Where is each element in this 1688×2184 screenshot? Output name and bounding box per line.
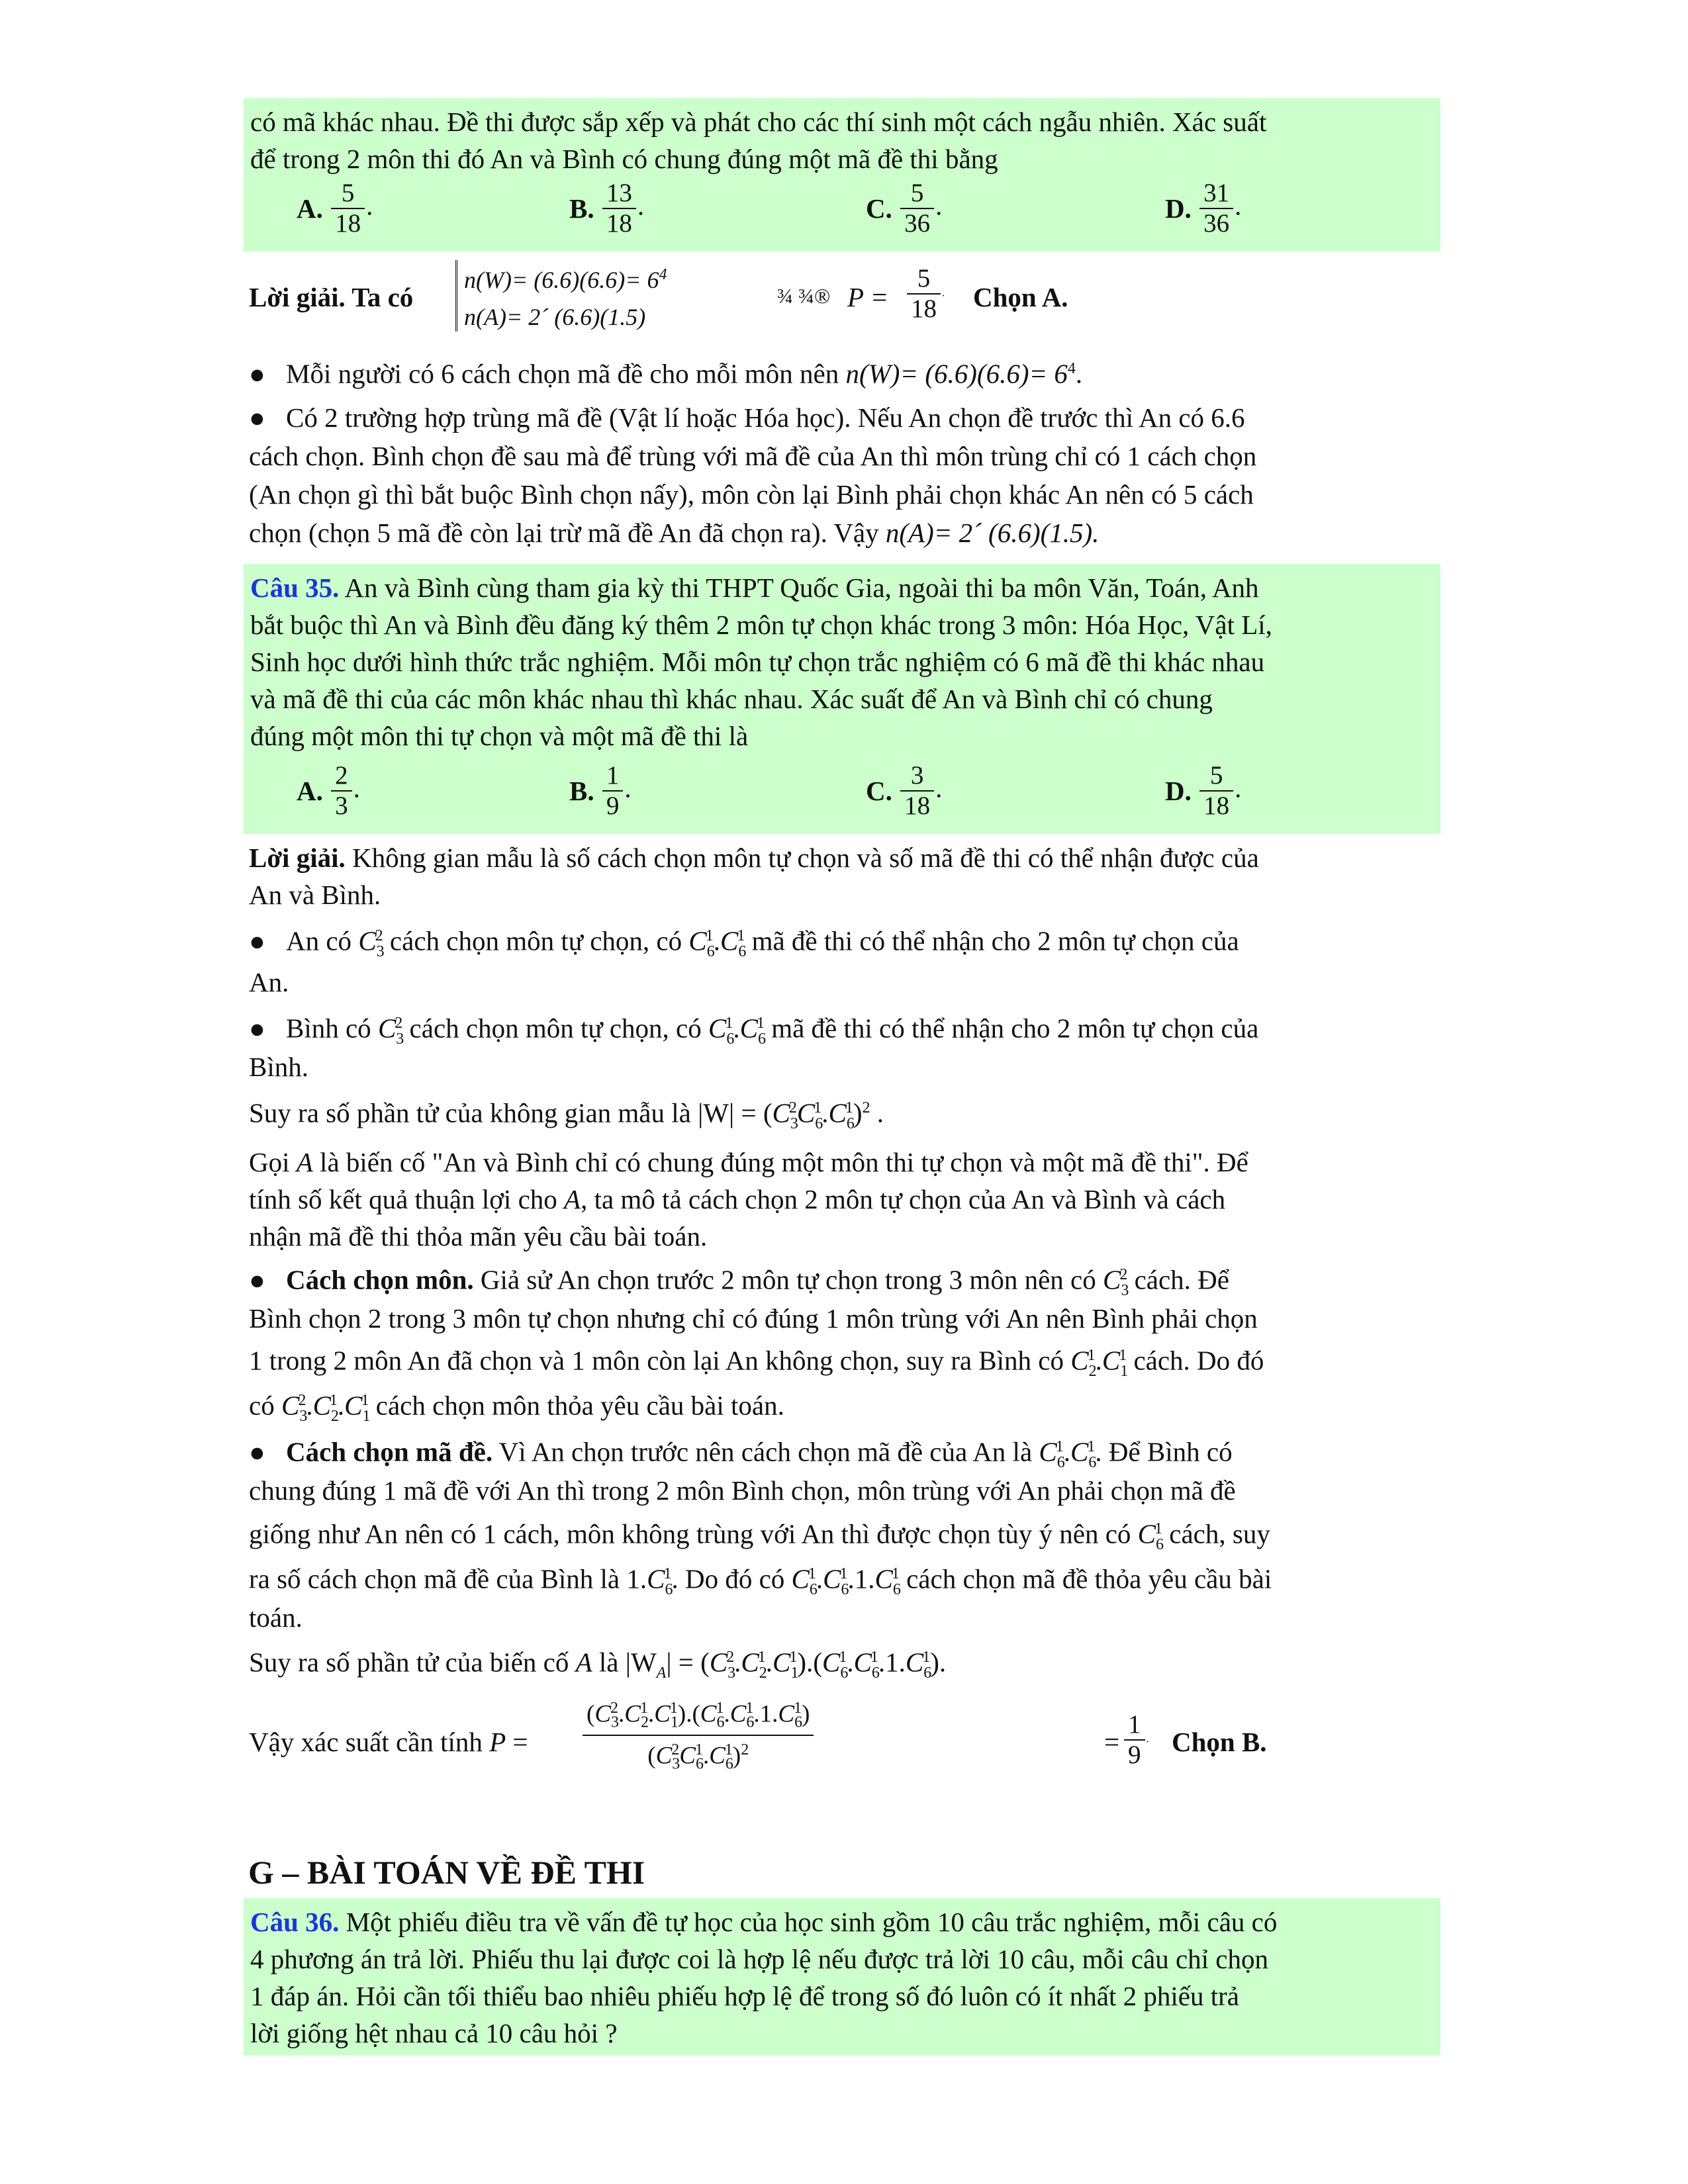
q35-line-5: đúng một môn thi tự chọn và một mã đề thi là [250,721,749,751]
sol34-line-4: (An chọn gì thì bắt buộc Bình chọn nấy), môn còn lại Bình phải chọn khác An nên có 5 cách [249,479,1254,510]
q35-line-3: Sinh học dưới hình thức trắc nghiệm. Mỗi môn tự chọn trắc nghiệm có 6 mã đề thi khác nhau [250,647,1265,677]
q35-line-4: và mã đề thi của các môn khác nhau thì khác nhau. Xác suất để An và Bình chỉ có chung [250,684,1213,714]
q34-option-a: A. $\frac{5}{18}$ . [297,179,373,238]
q34-line-1: có mã khác nhau. Đề thi được sắp xếp và phát cho các thí sinh một cách ngẫu nhiên. Xác suất [250,107,1267,137]
q34-option-d: D. $\frac{31}{36}$ . [1165,179,1242,238]
q35-line-2: bắt buộc thì An và Bình đều đăng ký thêm 2 môn tự chọn khác trong 3 môn: Hóa Học, Vật Lí, [250,610,1272,640]
q35-option-d: D. $\frac{5}{18}$ . [1165,761,1242,820]
sol35-code-choice: ● Cách chọn mã đề. Vì An chọn trước nên cách chọn mã đề của An là $C_6^1.C_6^1$. Để Bình có [249,1436,1233,1471]
q34-option-c: C. $\frac{5}{36}$ . [866,179,943,238]
sol34-line-5: chọn (chọn 5 mã đề còn lại trừ mã đề An đã chọn ra). Vậy n(A)= 2´ (6.6)(1.5). [249,518,1100,548]
sol34-choose: Chọn A. [973,282,1068,312]
question-36-box [244,1898,1440,2056]
sol34-bullet-2: ● Có 2 trường hợp trùng mã đề (Vật lí hoặc Hóa học). Nếu An chọn đề trước thì An có 6.6 [249,402,1245,433]
sol35-line-1: Lời giải. Không gian mẫu là số cách chọn môn tự chọn và số mã đề thi có thể nhận được của [249,842,1259,873]
sol35-line-9: tính số kết quả thuận lợi cho A, ta mô tả cách chọn 2 môn tự chọn của An và Bình và cách [249,1184,1226,1214]
sol35-sample-space: Suy ra số phần tử của không gian mẫu là $|W| = (C_3^2C_6^1.C_6^1)^2$ . [249,1097,884,1132]
q35-line-1: Câu 35. An và Bình cùng tham gia kỳ thi THPT Quốc Gia, ngoài thi ba môn Văn, Toán, Anh [250,572,1259,603]
sol35-line-13: 1 trong 2 môn An đã chọn và 1 môn còn lại An không chọn, suy ra Bình có $C_2^1.C_1^1$ cách. Do đó [249,1345,1264,1380]
solution-35 [244,839,1440,1819]
sol35-line-2: An và Bình. [249,880,381,910]
q36-line-2: 4 phương án trả lời. Phiếu thu lại được coi là hợp lệ nếu được trả lời 10 câu, mỗi câu chỉ chọn [250,1944,1268,1974]
sol34-lead: Lời giải. Ta có [249,282,414,312]
sol35-result-fraction: $\frac{1}{9}$ . [1123,1710,1149,1770]
sol35-line-6: Bình. [249,1052,308,1082]
q36-line-3: 1 đáp án. Hỏi cần tối thiểu bao nhiêu phiếu hợp lệ để trong số đó luôn có ít nhất 2 phiếu trả [250,1981,1239,2011]
sol34-line-3: cách chọn. Bình chọn đề sau mà để trùng với mã đề của An thì môn trùng chỉ có 1 cách chọn [249,441,1257,471]
sol35-line-18: ra số cách chọn mã đề của Bình là $1.C_6^1$. Do đó có $C_6^1.C_6^1.1.C_6^1$ cách chọn mã đề thỏa yêu cầu bài [249,1563,1272,1598]
sol34-bullet-1: ● Mỗi người có 6 cách chọn mã đề cho mỗi môn nên $n(W)= (6.6)(6.6)= 6^4$. [249,358,1083,389]
q35-option-a: A. $\frac{2}{3}$ . [297,761,360,820]
sol35-bullet-2: ● Bình có $C_3^2$ cách chọn môn tự chọn, có $C_6^1.C_6^1$ mã đề thi có thể nhận cho 2 môn tự chọn của [249,1013,1259,1048]
section-heading: G – BÀI TOÁN VỀ ĐỀ THI [248,1854,645,1891]
sol35-line-14: có $C_3^2.C_2^1.C_1^1$ cách chọn môn thỏa yêu cầu bài toán. [249,1390,784,1425]
q35-label: Câu 35. [250,572,340,603]
q35-options [244,761,1440,827]
q34-line-2: để trong 2 môn thi đó An và Bình có chung đúng một mã đề thi bằng [250,144,998,174]
sol34-arrow: ¾ ¾® [777,284,831,308]
question-35-box [244,564,1440,834]
sol35-event-count: Suy ra số phần tử của biến cố A là $|W_A| = (C_3^2.C_2^1.C_1^1).(C_6^1.C_6^1.1.C_6^1)$. [249,1647,947,1682]
sol35-line-19: toán. [249,1602,303,1633]
q35-option-b: B. $\frac{1}{9}$ . [569,761,632,820]
q34-option-b: B. $\frac{13}{18}$ . [569,179,645,238]
sol34-system: $n(W)= (6.6)(6.6)= 6^4$ n(A)= 2´ (6.6)(1.5) [455,260,667,332]
sol35-bullet-1: ● An có $C_3^2$ cách chọn môn tự chọn, có $C_6^1.C_6^1$ mã đề thi có thể nhận cho 2 môn tự chọn của [249,925,1239,960]
q36-line-4: lời giống hệt nhau cả 10 câu hỏi ? [250,2018,618,2048]
sol35-conclusion-text: Vậy xác suất cần tính P = [249,1727,528,1757]
solution-34 [244,255,1440,566]
sol35-choose: Chọn B. [1172,1727,1267,1757]
sol35-line-17: giống như An nên có 1 cách, môn không trùng với An thì được chọn tùy ý nên có $C_6^1$ cách, suy [249,1518,1270,1553]
q35-option-c: C. $\frac{3}{18}$ . [866,761,943,820]
sol34-p-label: P = [847,282,889,312]
q36-line-1: Câu 36. Một phiếu điều tra về vấn đề tự học của học sinh gồm 10 câu trắc nghiệm, mỗi câu có [250,1907,1278,1937]
sol35-line-12: Bình chọn 2 trong 3 môn tự chọn nhưng chỉ có đúng 1 môn trùng với An nên Bình phải chọn [249,1303,1258,1334]
question-34-box [244,98,1440,251]
sol35-line-10: nhận mã đề thi thỏa mãn yêu cầu bài toán. [249,1221,708,1251]
sol35-subject-choice: ● Cách chọn môn. Giả sử An chọn trước 2 môn tự chọn trong 3 môn nên có $C_3^2$ cách. Để [249,1264,1229,1299]
sol35-line-4: An. [249,967,289,997]
sol35-probability-fraction: $(C_3^2.C_2^1.C_1^1).(C_6^1.C_6^1.1.C_6^1)$ $(C_3^2C_6^1.C_6^1)^2$ [583,1700,814,1773]
q36-label: Câu 36. [250,1907,340,1937]
sol35-equals: = [1104,1727,1120,1757]
q34-options [244,179,1440,245]
sol35-line-8: Gọi A là biến cố "An và Bình chỉ có chung đúng một môn thi tự chọn và một mã đề thi". Để [249,1147,1248,1177]
sol34-p-fraction: $\frac{5}{18}$ . [906,264,945,324]
sol35-line-16: chung đúng 1 mã đề với An thì trong 2 môn Bình chọn, môn trùng với An phải chọn mã đề [249,1475,1236,1506]
